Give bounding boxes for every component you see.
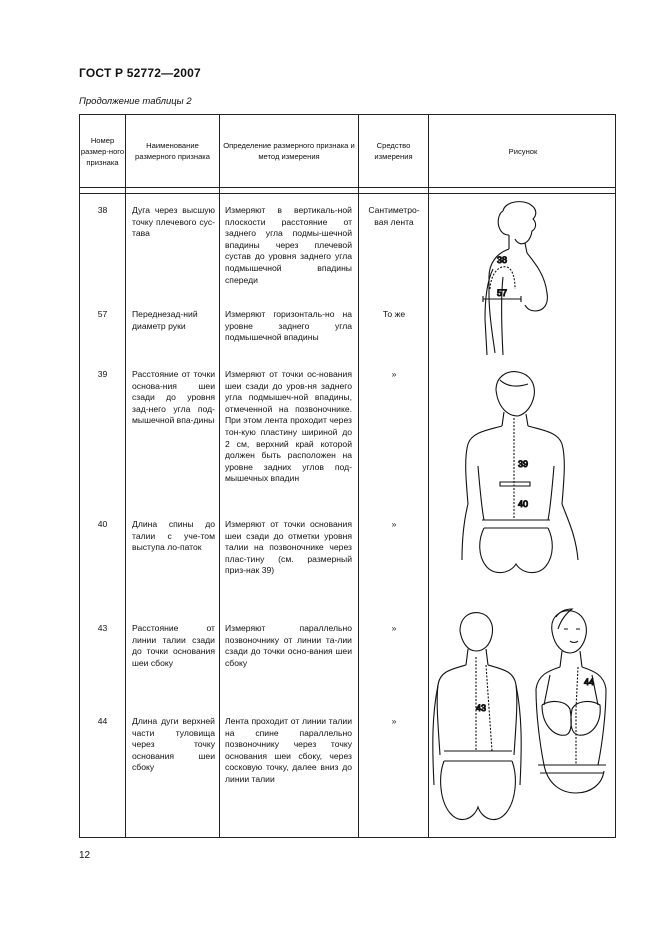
row-name: Расстояние от точки основа-ния шеи сзади до уровня зад-него угла под-мышечной впа-дины — [132, 369, 215, 426]
table-caption: Продолжение таблицы 2 — [79, 96, 192, 107]
row-tool: » — [391, 623, 397, 633]
header-tool: Средство измерения — [374, 141, 413, 161]
row-definition: Измеряют от точки основания шеи сзади до отметки уровня талии на позвоночнике через плас-тину (см. размерный приз-нак 39) — [225, 519, 352, 576]
belly-outline — [544, 765, 604, 793]
bust-outline — [525, 253, 547, 311]
column-divider — [125, 115, 126, 837]
head-outline — [503, 202, 536, 244]
head-outline — [460, 613, 493, 651]
row-tool: » — [391, 519, 397, 529]
row-tool: То же — [382, 309, 406, 319]
arm-outline — [462, 504, 578, 560]
hips-outline — [441, 761, 516, 820]
row-name: Длина дуги верхней части туловища через точку основания шеи сбоку — [132, 716, 215, 773]
fig1-label-57: 57 — [497, 288, 508, 298]
hair-outline — [500, 380, 528, 386]
column-divider — [358, 115, 359, 837]
standard-title: ГОСТ Р 52772—2007 — [79, 66, 201, 80]
column-divider — [219, 115, 220, 837]
head-outline — [496, 372, 534, 416]
page-number: 12 — [79, 850, 91, 861]
fig2-label-40: 40 — [518, 499, 529, 509]
header-divider — [80, 187, 615, 188]
hips-outline — [480, 528, 553, 573]
arm-outline — [433, 685, 521, 785]
row-tool: Сантиметро-вая лента — [368, 205, 420, 227]
row-tool: » — [391, 716, 397, 726]
neck-outline — [502, 412, 528, 426]
row-number: 38 — [97, 205, 108, 215]
head-outline — [552, 611, 587, 653]
fig2-label-39: 39 — [518, 459, 529, 469]
header-number: Номер размер-ного признака — [80, 135, 125, 167]
face-detail — [564, 629, 580, 643]
torso-outline — [478, 466, 554, 520]
measurement-table — [79, 114, 616, 838]
figure-shoulder-arm — [475, 197, 565, 357]
figure-back-view — [460, 370, 580, 580]
row-name: Расстояние от линии талии сзади до точки основания шеи сбоку — [132, 623, 215, 668]
hair-outline — [556, 609, 572, 629]
row-name: Длина спины до талии с уче-том выступа ло-паток — [132, 519, 215, 553]
neck-outline — [509, 235, 527, 253]
fig3-label-43: 43 — [476, 703, 487, 713]
row-number: 44 — [97, 716, 108, 726]
side-line — [486, 665, 492, 751]
plate-rect — [500, 482, 530, 486]
fig3-label-44: 44 — [584, 677, 595, 687]
row-number: 39 — [97, 369, 108, 379]
header-definition: Определение размерного признака и метод измерения — [223, 141, 355, 161]
row-tool: » — [391, 369, 397, 379]
row-name: Дуга через высшую точку плечевого сус-тава — [132, 205, 215, 239]
header-figure: Рисунок — [508, 146, 538, 156]
header-divider — [80, 193, 615, 194]
row-definition: Измеряют параллельно позвоночнику от линии та-лии сзади до точки осно-вания шеи сбоку — [225, 623, 352, 668]
row-definition: Лента проходит от линии талии на спине параллельно позвоночнику через точку основания шеи сбоку, через сосковую точку, далее вниз до линии талии — [225, 716, 352, 784]
column-divider — [428, 115, 429, 837]
front-measure-line — [576, 667, 578, 765]
figure-back-front-views — [432, 605, 616, 835]
waist-band — [538, 765, 606, 773]
fig1-label-38: 38 — [497, 255, 508, 265]
row-definition: Измеряют горизонталь-но на уровне заднего угла подмышечной впадины — [225, 309, 352, 343]
row-name: Переднезад-ний диаметр руки — [132, 309, 198, 331]
waist-band — [482, 520, 550, 528]
row-number: 40 — [97, 519, 108, 529]
header-name: Наименование размерного признака — [134, 141, 211, 161]
row-definition: Измеряют в вертикаль-ной плоскости расстояние от заднего угла подмы-шечной впадины через плечевой сустав до уровня заднего угла подмышечной впадины спереди — [225, 205, 352, 285]
hair-outline — [498, 211, 509, 235]
row-number: 43 — [97, 623, 108, 633]
bra-outline — [542, 702, 600, 736]
waist-band — [444, 751, 512, 761]
shoulders-outline — [536, 667, 606, 689]
row-number: 57 — [97, 309, 108, 319]
row-definition: Измеряют от точки ос-нования шеи сзади до уров-ня заднего угла подмышеч-ной впадины, отмеченной на позвоночнике. При этом лента проходит через тон-кую пластину шириной до 2 см, верхний край которой должен быть расположен на уровне задних углов под-мышечных впадин — [225, 369, 352, 484]
